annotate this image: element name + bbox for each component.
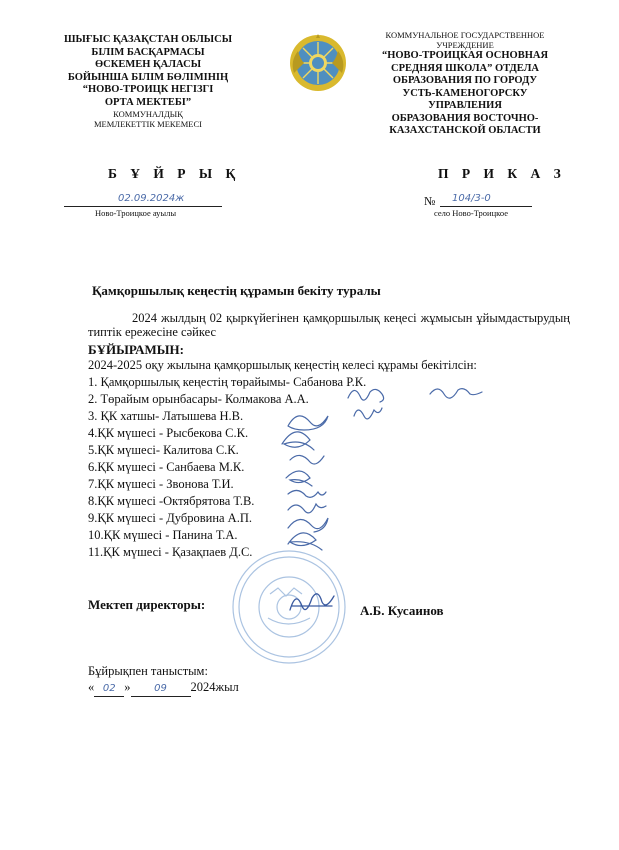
signature-6 xyxy=(286,471,312,486)
header-ru-line: “НОВО-ТРОИЦКАЯ ОСНОВНАЯ xyxy=(381,50,549,61)
header-ru-small: УЧРЕЖДЕНИЕ xyxy=(436,40,494,50)
number-prefix: № xyxy=(424,194,436,208)
director-name: А.Б. Кусаинов xyxy=(360,603,444,618)
director-signature-icon xyxy=(284,588,344,618)
header-kz-line: ШЫҒЫС ҚАЗАҚСТАН ОБЛЫСЫ xyxy=(63,34,233,45)
header-ru-line: КАЗАХСТАНСКОЙ ОБЛАСТИ xyxy=(389,125,541,136)
director-label: Мектеп директоры: xyxy=(88,597,206,612)
header-kz-line: ӨСКЕМЕН ҚАЛАСЫ xyxy=(94,59,202,70)
member-item: 7.ҚК мүшесі - Звонова Т.И. xyxy=(88,477,234,491)
date-line xyxy=(64,206,222,207)
header-ru-small: КОММУНАЛЬНОЕ ГОСУДАРСТВЕННОЕ xyxy=(385,30,545,40)
header-kz-line: ОРТА МЕКТЕБІ” xyxy=(104,96,192,108)
header-kz-small: МЕМЛЕКЕТТІК МЕКЕМЕСІ xyxy=(94,119,202,129)
header-ru-line: ОБРАЗОВАНИЯ ПО ГОРОДУ xyxy=(392,75,538,86)
header-kz-line: “НОВО-ТРОИЦК НЕГІЗГІ xyxy=(82,84,214,95)
member-item: 3. ҚК хатшы- Латышева Н.В. xyxy=(88,409,244,423)
order-title-kz: Б Ұ Й Р Ы Қ xyxy=(108,166,241,181)
member-item: 9.ҚК мүшесі - Дубровина А.П. xyxy=(88,511,252,525)
member-item: 1. Қамқоршылық кеңестің төрайымы- Сабанова Р.К. xyxy=(88,375,367,389)
ack-year: 2024жыл xyxy=(190,680,239,694)
place-kz: Ново-Троицкое ауылы xyxy=(95,208,177,218)
header-ru-line: СРЕДНЯЯ ШКОЛА” ОТДЕЛА xyxy=(391,62,539,74)
member-item: 10.ҚК мүшесі - Панина Т.А. xyxy=(88,528,238,542)
signature-4 xyxy=(282,432,314,450)
ack-month: 09 xyxy=(154,683,167,694)
member-item: 4.ҚК мүшесі - Рысбекова С.К. xyxy=(88,426,249,440)
header-ru-line: ОБРАЗОВАНИЯ ВОСТОЧНО- xyxy=(391,112,539,124)
member-item: 6.ҚК мүшесі - Санбаева М.К. xyxy=(88,460,245,474)
subject: Қамқоршылық кеңестің құрамын бекіту туралы xyxy=(92,283,381,298)
member-item: 2. Төрайым орынбасары- Колмакова А.А. xyxy=(88,392,309,406)
order-date: 02.09.2024ж xyxy=(118,193,185,204)
header-kz xyxy=(48,34,248,129)
member-signatures xyxy=(268,378,508,568)
order-number: 104/3-0 xyxy=(452,193,491,204)
order-word: БҰЙЫРАМЫН: xyxy=(88,342,185,357)
number-line xyxy=(440,206,532,207)
header-kz-line: БОЙЫНША БІЛІМ БӨЛІМІНІҢ xyxy=(67,71,229,83)
signature-1b xyxy=(430,389,482,399)
signature-9 xyxy=(288,518,328,532)
ack-day: 02 xyxy=(102,683,116,694)
signature-2 xyxy=(354,408,382,419)
header-ru xyxy=(365,30,565,138)
preamble: 2024 жылдың 02 қыркүйегінен қамқоршылық кеңесі жұмысын ұйымдастырудың типтік ережесіне сәйкес xyxy=(88,311,570,339)
header-kz-small: КОММУНАЛДЫҚ xyxy=(113,109,183,119)
intro: 2024-2025 оқу жылына қамқоршылық кеңестің келесі құрамы бекітілсін: xyxy=(88,358,477,372)
header-ru-line: УСТЬ-КАМЕНОГОРСКУ УПРАВЛЕНИЯ xyxy=(402,87,528,111)
member-item: 5.ҚК мүшесі- Калитова С.К. xyxy=(88,443,239,457)
place-ru: село Ново-Троицкое xyxy=(434,208,508,218)
ack-open-quote: « xyxy=(88,680,95,694)
signature-7 xyxy=(288,490,326,497)
signature-5 xyxy=(290,455,324,464)
order-title-ru: П Р И К А З xyxy=(438,166,566,181)
ack-date xyxy=(88,680,239,697)
signature-1 xyxy=(348,389,384,402)
member-item: 8.ҚК мүшесі -Октябрятова Т.В. xyxy=(88,494,255,508)
ack-close-quote: » xyxy=(124,680,131,694)
acquainted-label: Бұйрықпен таныстым: xyxy=(88,664,208,678)
header-kz-line: БІЛІМ БАСҚАРМАСЫ xyxy=(91,46,205,58)
signature-3 xyxy=(288,416,328,430)
state-emblem-icon xyxy=(288,33,348,93)
signature-8 xyxy=(288,504,326,513)
member-item: 11.ҚК мүшесі - Қазақпаев Д.С. xyxy=(88,545,253,559)
